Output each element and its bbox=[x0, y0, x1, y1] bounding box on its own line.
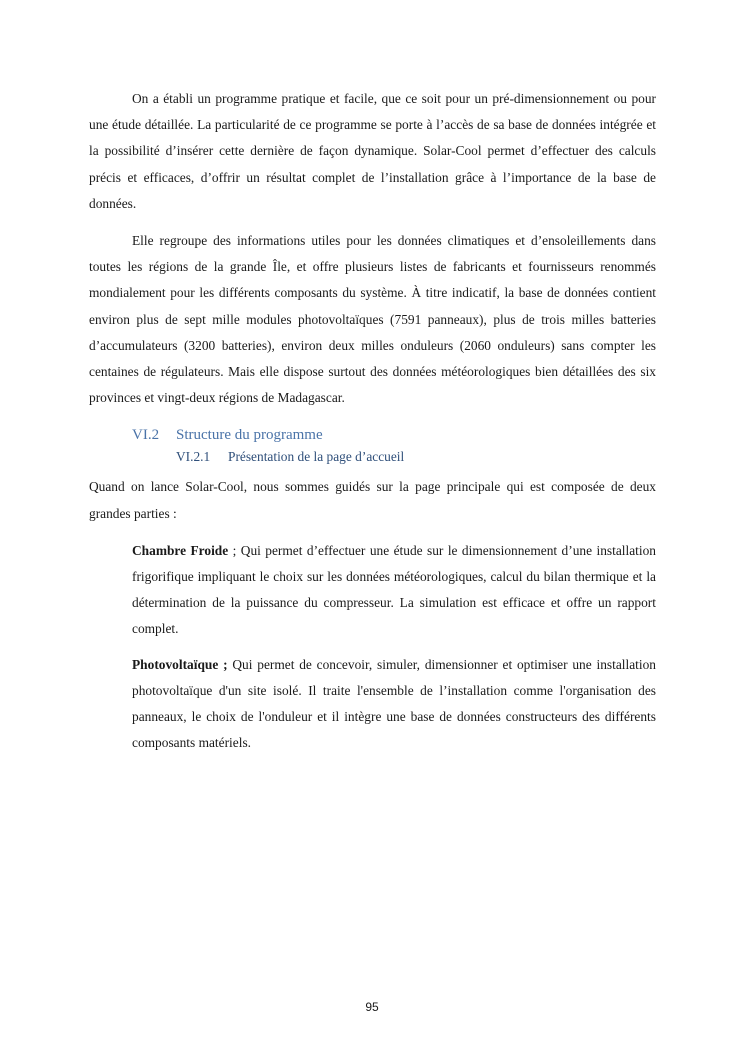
part-description bbox=[89, 652, 656, 757]
section-title: Structure du programme bbox=[176, 427, 323, 444]
part-text: Qui permet de concevoir, simuler, dimensionner et optimiser une installation photovoltaïque d'un site isolé. Il traite l'ensemble de l’installation comme l'organisation des panneaux, le choix de l'onduleur et il intègre une base de données constructeurs des différents composants matériels. bbox=[132, 656, 656, 751]
part-description bbox=[89, 538, 656, 643]
part-term: Chambre Froide bbox=[132, 542, 229, 558]
paragraph-intro: On a établi un programme pratique et facile, que ce soit pour un pré-dimensionnement ou pour une étude détaillée. La particularité de ce programme se porte à l’accès de sa base de données intégrée et la possibilité d’insérer cette dernière de façon dynamique. Solar-Cool permet d’effectuer des calculs précis et efficaces, d’offrir un résultat complet de l’installation grâce à l’importance de la base de données. bbox=[89, 91, 656, 211]
page-number: 95 bbox=[365, 1000, 379, 1014]
paragraph-launch: Quand on lance Solar-Cool, nous sommes guidés sur la page principale qui est composée de deux grandes parties : bbox=[89, 479, 656, 521]
paragraph-database: Elle regroupe des informations utiles pour les données climatiques et d’ensoleillements dans toutes les régions de la grande Île, et offre plusieurs listes de fabricants et fournisseurs renommés mondialement pour les différents composants du système. À titre indicatif, la base de données contient environ plus de sept mille modules photovoltaïques (7591 panneaux), plus de trois milles batteries d’accumulateurs (3200 batteries), environ deux milles onduleurs (2060 onduleurs) sans compter les centaines de régulateurs. Mais elle dispose surtout des données météorologiques bien détaillées des six provinces et vingt-deux régions de Madagascar. bbox=[89, 233, 656, 406]
subsection-title: Présentation de la page d’accueil bbox=[228, 449, 405, 465]
part-text: ; Qui permet d’effectuer une étude sur le dimensionnement d’une installation frigorifique impliquant le choix sur les données météorologiques, calcul du bilan thermique et la détermination de la puissance du compresseur. La simulation est efficace et offre un rapport complet. bbox=[132, 542, 656, 637]
subsection-heading bbox=[89, 447, 656, 467]
part-term: Photovoltaïque ; bbox=[132, 656, 228, 672]
subsection-number: VI.2.1 bbox=[176, 449, 211, 465]
document-page bbox=[89, 86, 656, 756]
section-heading bbox=[89, 424, 656, 446]
section-number: VI.2 bbox=[132, 427, 160, 444]
